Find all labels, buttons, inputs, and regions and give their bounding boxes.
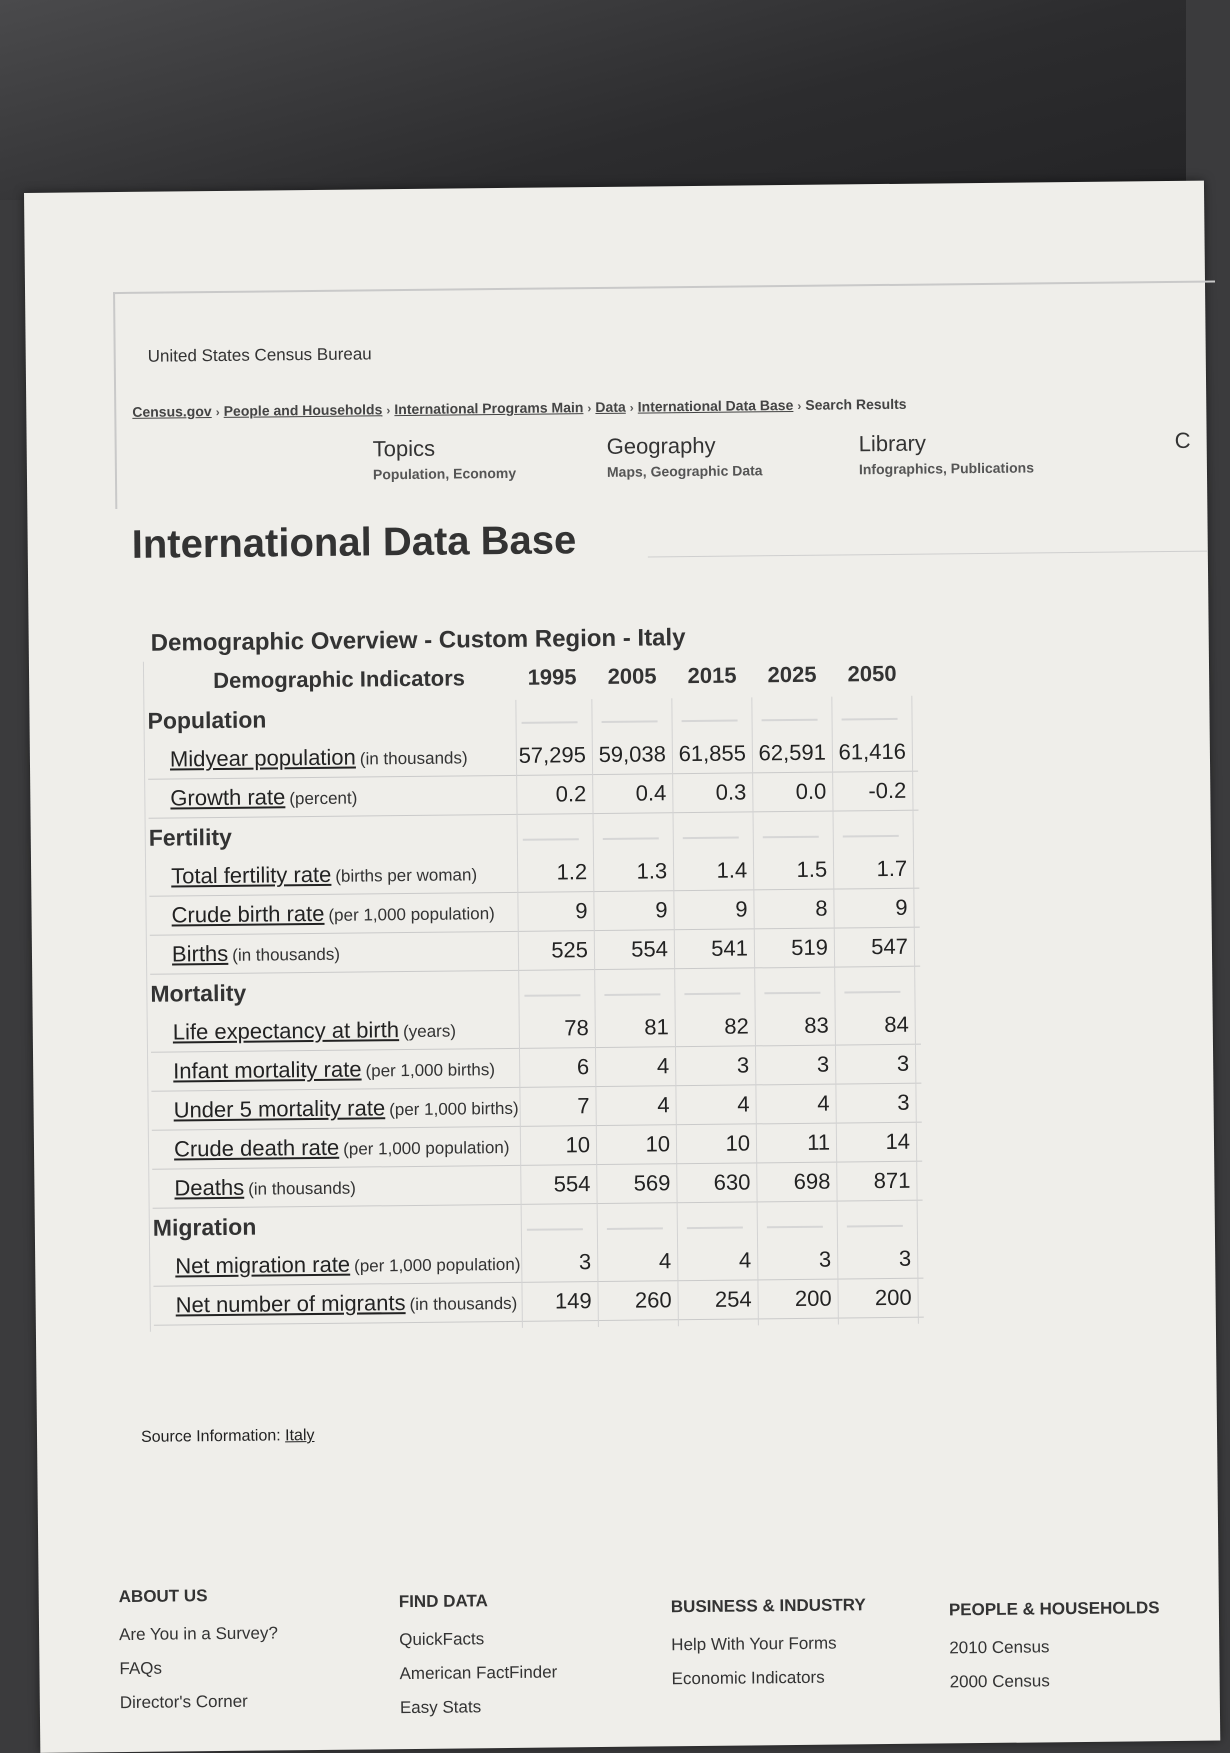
empty-cell-dash <box>683 837 739 840</box>
footer-link[interactable]: 2000 Census <box>949 1671 1050 1692</box>
table-cell: 10 <box>725 1130 751 1156</box>
indicator-row-label <box>170 784 357 812</box>
table-cell: 61,416 <box>838 738 907 765</box>
overview-title: Demographic Overview - Custom Region - Italy <box>150 624 686 657</box>
section-fertility: Fertility <box>148 823 232 851</box>
table-cell: 82 <box>724 1013 749 1039</box>
indicator-row-label <box>173 1017 456 1046</box>
indicator-link[interactable]: Total fertility rate <box>171 861 332 889</box>
indicator-unit: (per 1,000 births) <box>389 1098 519 1120</box>
table-cell: 10 <box>565 1132 591 1158</box>
indicator-row-label <box>171 899 494 928</box>
indicator-link[interactable]: Net number of migrants <box>175 1290 406 1318</box>
nav-library[interactable] <box>859 429 1035 477</box>
nav-geography-sub: Maps, Geographic Data <box>606 462 763 480</box>
table-cell: 3 <box>896 1050 910 1076</box>
table-cell: 8 <box>815 895 828 921</box>
indicator-unit: (in thousands) <box>248 1178 356 1199</box>
chevron-right-icon: › <box>215 404 220 420</box>
nav-cut-off-item[interactable]: C <box>1174 427 1191 453</box>
table-cell: 871 <box>873 1167 911 1194</box>
indicator-row-label <box>175 1250 520 1280</box>
empty-cell-dash <box>847 1225 903 1228</box>
breadcrumb-search-results: Search Results <box>805 395 907 413</box>
indicator-unit: (births per woman) <box>335 865 478 886</box>
nav-topics[interactable] <box>373 435 517 482</box>
table-cell: 7 <box>577 1093 590 1119</box>
chevron-right-icon: › <box>587 401 592 416</box>
table-cell: 11 <box>807 1129 831 1155</box>
nav-geography-title: Geography <box>606 432 716 459</box>
nav-library-title: Library <box>858 430 927 457</box>
indicator-link[interactable]: Deaths <box>174 1174 245 1201</box>
table-cell: 57,295 <box>518 742 587 768</box>
column-divider <box>911 696 919 1324</box>
indicator-link[interactable]: Under 5 mortality rate <box>173 1095 386 1123</box>
chevron-right-icon: › <box>797 398 802 413</box>
table-cell: 61,855 <box>678 740 747 767</box>
nav-topics-title: Topics <box>372 435 436 462</box>
year-header: 2050 <box>847 660 897 687</box>
footer-link[interactable]: 2010 Census <box>949 1637 1050 1658</box>
table-cell: 541 <box>711 935 749 961</box>
indicator-unit: (per 1,000 births) <box>365 1060 496 1081</box>
table-cell: 630 <box>713 1169 751 1195</box>
indicator-unit: (in thousands) <box>359 748 468 769</box>
breadcrumb-data[interactable]: Data <box>595 398 626 416</box>
table-cell: 78 <box>564 1015 589 1041</box>
empty-cell-dash <box>764 992 820 995</box>
table-cell: 62,591 <box>758 739 827 766</box>
table-cell: 3 <box>578 1249 592 1275</box>
table-cell: 4 <box>657 1092 670 1118</box>
section-mortality: Mortality <box>150 979 247 1007</box>
indicator-unit: (percent) <box>289 788 358 809</box>
empty-cell-dash <box>684 993 740 996</box>
empty-cell-dash <box>607 1227 663 1230</box>
indicator-unit: (years) <box>402 1021 457 1042</box>
table-cell: 9 <box>655 897 668 923</box>
chevron-right-icon: › <box>386 403 391 418</box>
source-information <box>141 1427 315 1447</box>
indicator-link[interactable]: Growth rate <box>170 784 286 811</box>
chevron-right-icon: › <box>629 400 634 415</box>
nav-topics-sub: Population, Economy <box>372 464 517 483</box>
year-header: 2025 <box>767 661 817 688</box>
indicator-row-label <box>170 743 468 772</box>
empty-cell-dash <box>842 718 898 721</box>
table-cell: 569 <box>633 1170 671 1196</box>
table-cell: 3 <box>897 1089 910 1115</box>
nav-geography[interactable] <box>607 432 763 480</box>
indicator-row-label <box>174 1133 510 1163</box>
table-cell: 81 <box>644 1014 669 1040</box>
empty-cell-dash <box>603 837 659 840</box>
source-label: Source Information: <box>140 1427 281 1446</box>
table-cell: 525 <box>551 937 589 963</box>
empty-cell-dash <box>602 720 658 723</box>
footer-link[interactable]: QuickFacts <box>399 1629 485 1650</box>
table-cell: 1.3 <box>636 858 668 884</box>
footer-link[interactable]: Help With Your Forms <box>671 1633 837 1655</box>
indicator-link[interactable]: Life expectancy at birth <box>172 1017 400 1045</box>
table-cell: 554 <box>631 936 669 962</box>
footer-link[interactable]: Easy Stats <box>399 1697 482 1718</box>
empty-cell-dash <box>687 1227 743 1230</box>
section-population: Population <box>147 706 267 734</box>
footer-link[interactable]: Are You in a Survey? <box>119 1623 278 1645</box>
table-cell: 200 <box>794 1285 832 1311</box>
footer-link[interactable]: Economic Indicators <box>671 1667 825 1689</box>
indicator-link[interactable]: Net migration rate <box>175 1251 351 1279</box>
empty-cell-dash <box>762 719 818 722</box>
empty-cell-dash <box>767 1226 823 1229</box>
indicator-row-label <box>174 1174 356 1202</box>
year-header: 2015 <box>687 662 737 689</box>
empty-cell-dash <box>682 720 738 723</box>
indicator-link[interactable]: Crude birth rate <box>171 900 325 928</box>
footer-heading: PEOPLE & HOUSEHOLDS <box>948 1598 1160 1620</box>
row-divider <box>150 966 920 975</box>
table-cell: 149 <box>554 1288 592 1314</box>
table-cell: 698 <box>793 1168 831 1194</box>
empty-cell-dash <box>604 993 660 996</box>
agency-name: United States Census Bureau <box>147 344 372 366</box>
title-divider <box>648 551 1208 558</box>
footer-link[interactable]: FAQs <box>119 1658 163 1679</box>
table-cell: 0.3 <box>715 779 747 805</box>
table-cell: 4 <box>658 1248 672 1274</box>
year-header: 2005 <box>607 663 657 689</box>
table-cell: 3 <box>898 1245 912 1271</box>
indicator-unit: (per 1,000 population) <box>343 1137 510 1159</box>
indicator-unit: (in thousands) <box>232 944 341 965</box>
indicator-row-label <box>172 940 340 968</box>
table-cell: 4 <box>737 1091 750 1117</box>
source-link[interactable]: Italy <box>285 1427 315 1445</box>
table-cell: 9 <box>735 896 748 922</box>
table-cell: 3 <box>818 1246 832 1272</box>
indicator-link[interactable]: Midyear population <box>169 744 356 772</box>
page-title: International Data Base <box>131 518 577 567</box>
empty-cell-dash <box>844 991 900 994</box>
table-cell: 0.0 <box>795 778 827 804</box>
row-divider <box>154 1317 924 1326</box>
empty-cell-dash <box>523 838 579 841</box>
footer-heading: BUSINESS & INDUSTRY <box>670 1595 866 1617</box>
table-cell: 84 <box>884 1011 909 1038</box>
empty-cell-dash <box>522 721 578 724</box>
table-cell: -0.2 <box>868 777 907 804</box>
table-cell: 1.7 <box>876 855 908 882</box>
table-cell: 1.5 <box>796 856 828 882</box>
row-divider <box>153 1200 923 1209</box>
section-migration: Migration <box>152 1213 257 1241</box>
indicator-unit: (per 1,000 population) <box>354 1254 521 1276</box>
table-cell: 547 <box>871 933 909 960</box>
table-cell: 4 <box>817 1090 830 1116</box>
footer-link[interactable]: Director's Corner <box>119 1691 248 1713</box>
footer-heading: ABOUT US <box>118 1586 208 1607</box>
table-cell: 83 <box>804 1012 829 1038</box>
row-divider <box>149 810 919 819</box>
breadcrumb-international-programs[interactable]: International Programs Main <box>394 399 584 418</box>
indicator-unit: (in thousands) <box>409 1293 518 1315</box>
year-header: 1995 <box>527 664 577 690</box>
table-cell: 1.2 <box>556 859 588 885</box>
table-cell: 260 <box>634 1287 672 1313</box>
indicator-row-label <box>176 1289 518 1319</box>
indicator-unit: (per 1,000 population) <box>328 904 495 925</box>
indicator-link[interactable]: Crude death rate <box>173 1134 340 1162</box>
breadcrumb-census-gov[interactable]: Census.gov <box>132 403 212 420</box>
nav-library-sub: Infographics, Publications <box>858 459 1035 478</box>
table-cell: 200 <box>874 1284 912 1311</box>
indicator-row-label <box>171 860 477 889</box>
empty-cell-dash <box>527 1228 583 1231</box>
table-cell: 59,038 <box>598 741 667 768</box>
empty-cell-dash <box>763 836 819 839</box>
table-cell: 14 <box>885 1128 911 1155</box>
table-cell: 4 <box>738 1247 752 1273</box>
printed-page <box>24 181 1220 1753</box>
indicator-link[interactable]: Births <box>171 940 229 967</box>
table-cell: 3 <box>816 1051 830 1077</box>
table-cell: 6 <box>576 1054 590 1080</box>
table-cell: 1.4 <box>716 857 748 883</box>
indicator-row-label <box>173 1055 495 1084</box>
breadcrumb-people-households[interactable]: People and Households <box>223 401 383 419</box>
table-cell: 4 <box>656 1053 670 1079</box>
indicator-link[interactable]: Infant mortality rate <box>173 1056 362 1084</box>
table-cell: 0.4 <box>635 780 667 806</box>
breadcrumb-international-data-base[interactable]: International Data Base <box>637 396 794 415</box>
table-cell: 554 <box>553 1171 591 1197</box>
indicator-row-label <box>173 1094 518 1124</box>
table-cell: 3 <box>736 1052 750 1078</box>
footer-link[interactable]: American FactFinder <box>399 1662 558 1684</box>
background-wall <box>0 0 1186 200</box>
table-cell: 254 <box>714 1286 752 1312</box>
table-cell: 0.2 <box>555 781 587 807</box>
empty-cell-dash <box>524 994 580 997</box>
table-cell: 9 <box>895 894 908 920</box>
footer-heading: FIND DATA <box>398 1591 488 1612</box>
table-cell: 9 <box>575 898 588 924</box>
table-cell: 519 <box>791 934 829 961</box>
indicators-header: Demographic Indicators <box>212 665 466 694</box>
empty-cell-dash <box>843 835 899 838</box>
table-cell: 10 <box>645 1131 671 1157</box>
